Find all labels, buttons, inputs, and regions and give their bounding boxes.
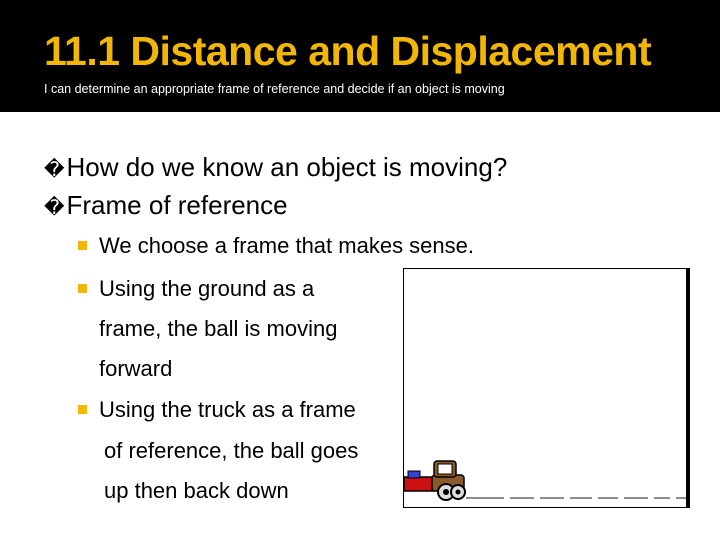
bullet-text: Frame of reference	[66, 190, 288, 220]
bullet-frame-of-reference	[44, 190, 288, 221]
square-bullet-icon	[78, 241, 87, 250]
square-bullet-icon	[78, 284, 87, 293]
sub-bullet-text: We choose a frame that makes sense.	[99, 233, 474, 258]
sub-bullet-continuation: of reference, the ball goes	[104, 438, 359, 463]
truck-icon	[404, 461, 465, 500]
slide-title: 11.1 Distance and Displacement	[44, 28, 652, 74]
sub-bullet-continuation: up then back down	[104, 478, 289, 503]
sub-bullet-continuation: forward	[99, 356, 173, 381]
title-bar	[0, 0, 720, 112]
bullet-glyph: �	[44, 195, 65, 219]
sub-bullet-continuation: frame, the ball is moving	[99, 316, 338, 341]
bullet-text: How do we know an object is moving?	[66, 152, 508, 182]
sub-bullet-text: Using the truck as a frame	[99, 397, 356, 422]
truck-animation-figure	[403, 268, 690, 508]
bullet-glyph: �	[44, 157, 65, 181]
sub-bullet-text: Using the ground as a	[99, 276, 315, 301]
slide-subtitle: I can determine an appropriate frame of reference and decide if an object is moving	[44, 82, 505, 96]
truck-illustration	[404, 269, 687, 508]
square-bullet-icon	[78, 405, 87, 414]
bullet-moving-question	[44, 152, 507, 183]
